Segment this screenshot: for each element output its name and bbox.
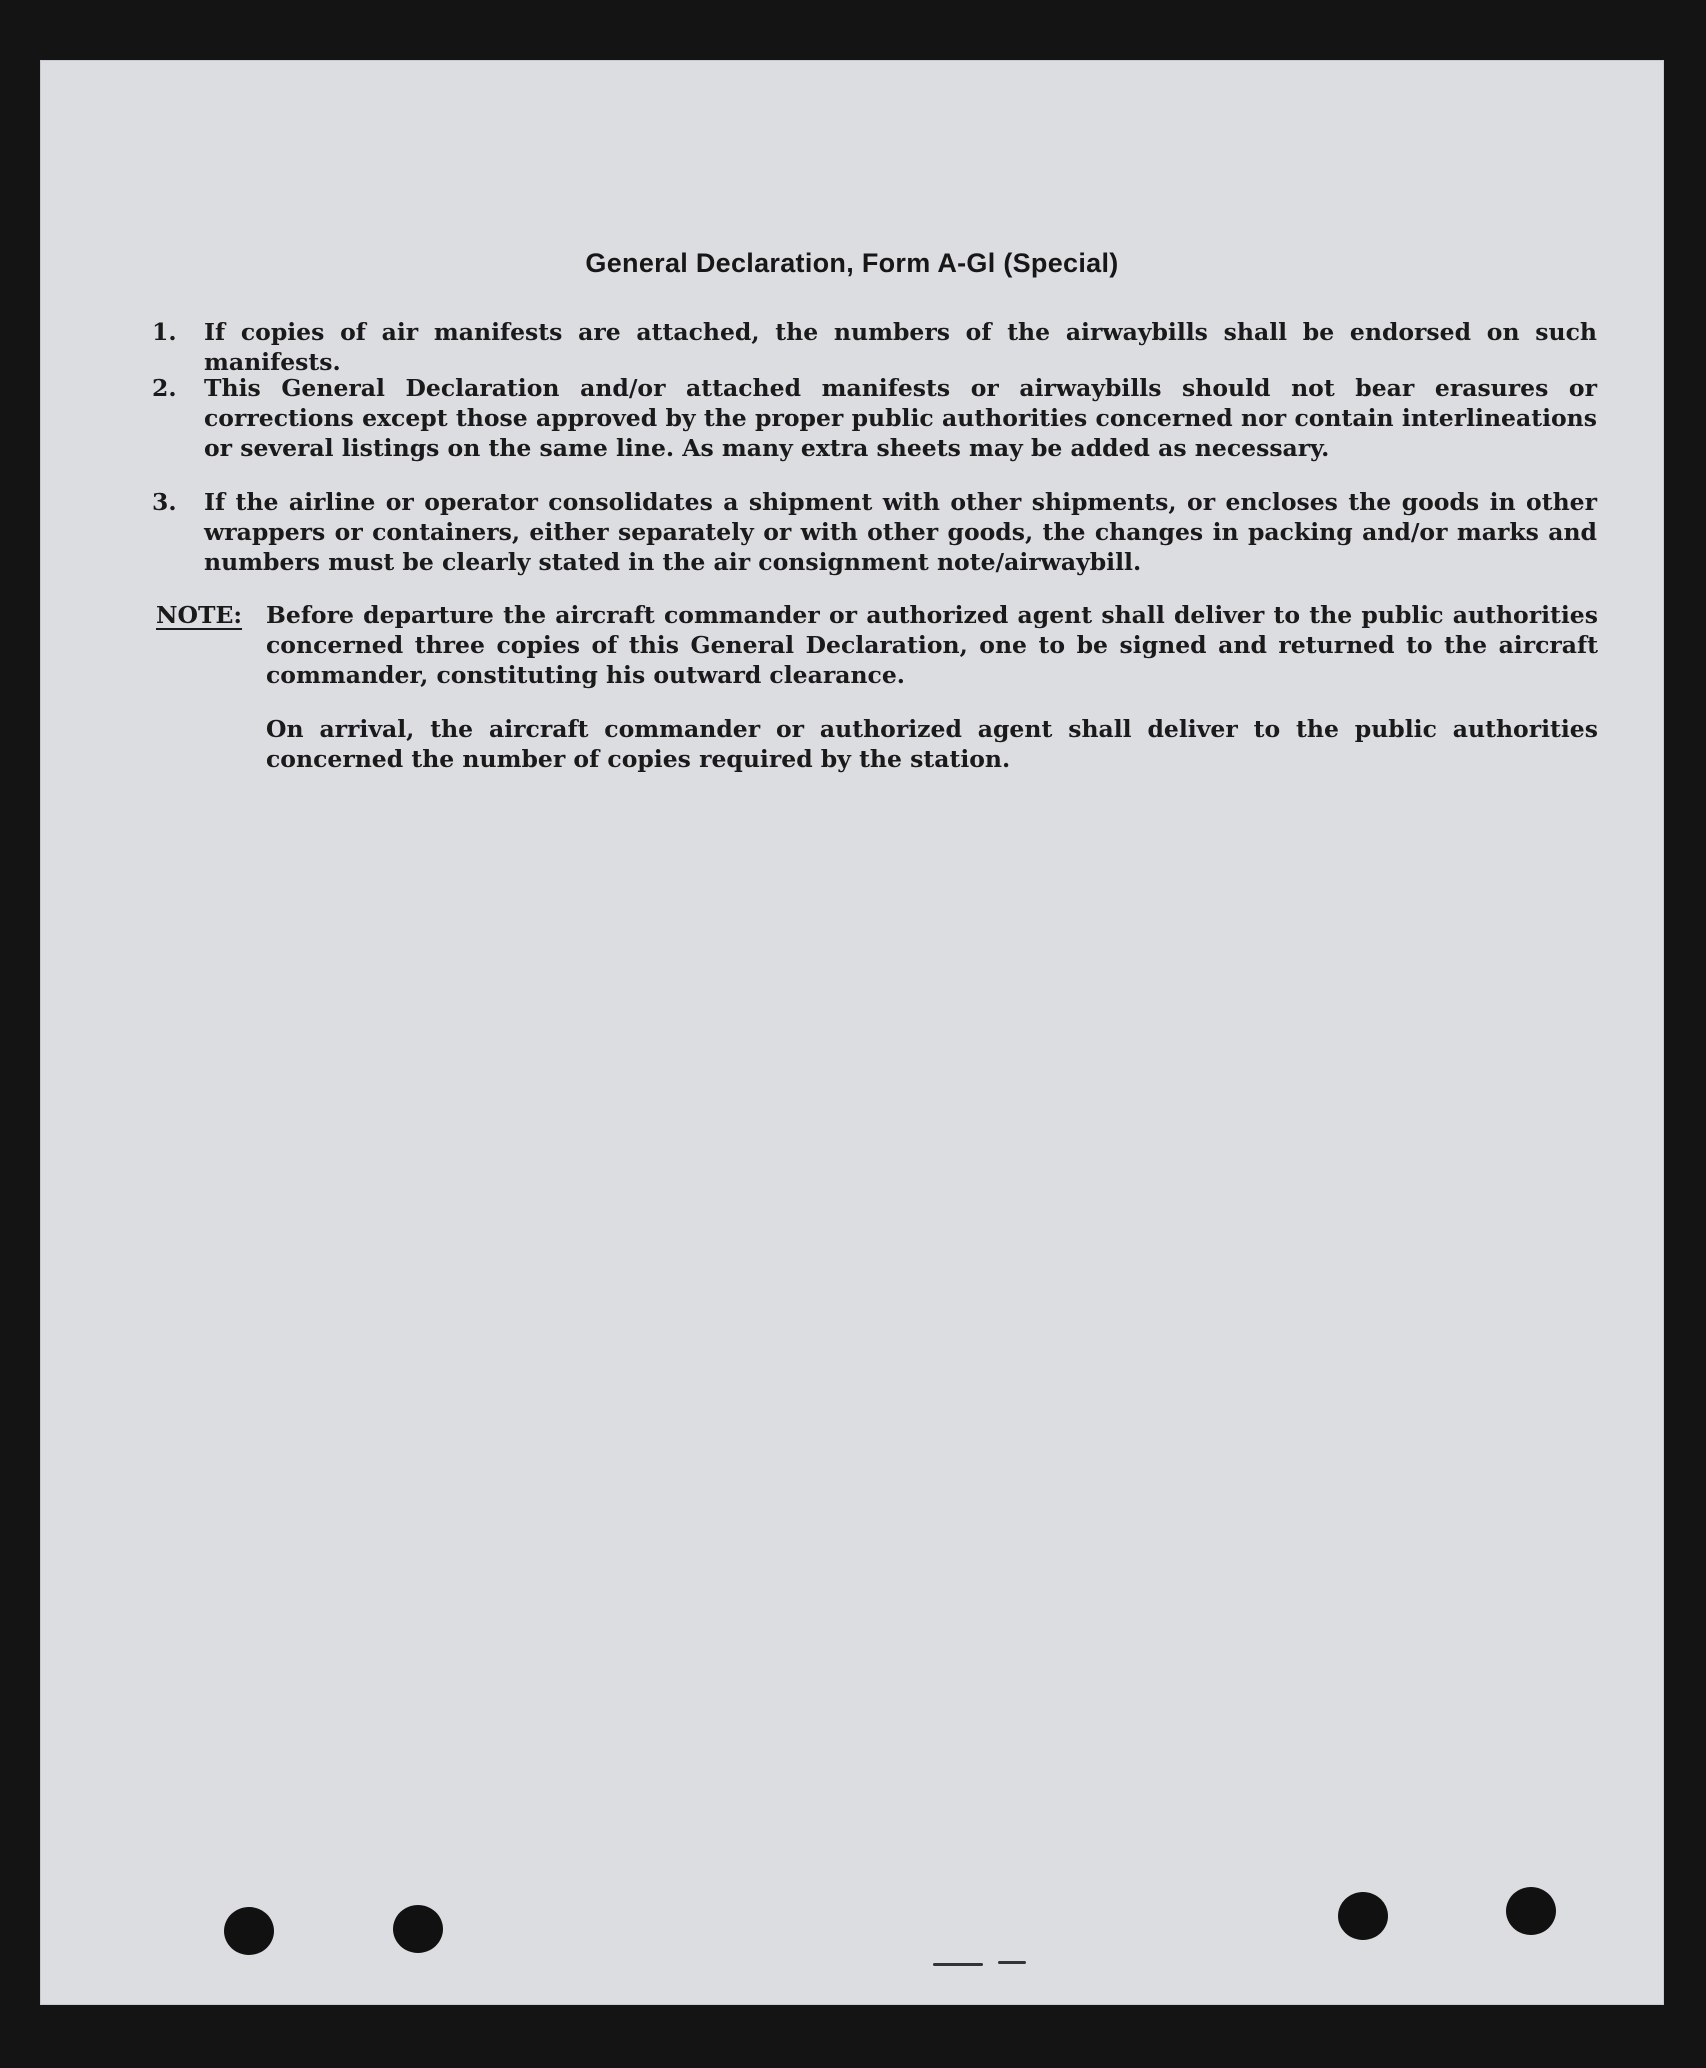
note-paragraph-2: On arrival, the aircraft commander or authorized agent shall deliver to the public authorities concerned the number of copies required by the station.: [266, 715, 1598, 773]
punch-hole: [224, 1907, 274, 1955]
item-text: If the airline or operator consolidates a shipment with other shipments, or encloses the goods in other wrappers or containers, either separately or with other goods, the changes in packing and/or marks and numbers must be clearly stated in the air consignment note/airwaybill.: [204, 488, 1597, 576]
item-number: 1.: [152, 318, 177, 346]
item-text: If copies of air manifests are attached, the numbers of the airwaybills shall be endorsed on such manifests.: [204, 318, 1597, 376]
item-number: 3.: [152, 488, 177, 516]
document-title: General Declaration, Form A-Gl (Special): [585, 248, 1119, 278]
punch-hole: [1338, 1892, 1388, 1940]
document-page: [40, 60, 1664, 2005]
punch-hole: [1506, 1887, 1556, 1935]
item-text: This General Declaration and/or attached manifests or airwaybills should not bear erasures or corrections except those approved by the proper public authorities concerned nor contain interlineations or several listings on the same line. As many extra sheets may be added as necessary.: [204, 374, 1597, 462]
stray-mark: [998, 1961, 1026, 1964]
note-label: NOTE:: [156, 601, 243, 629]
stray-mark: [933, 1963, 983, 1966]
punch-hole: [393, 1905, 443, 1953]
note-paragraph: Before departure the aircraft commander or authorized agent shall deliver to the public authorities concerned three copies of this General Declaration, one to be signed and returned to the aircraft commander, constituting his outward clearance.: [266, 601, 1598, 689]
item-number: 2.: [152, 374, 177, 402]
